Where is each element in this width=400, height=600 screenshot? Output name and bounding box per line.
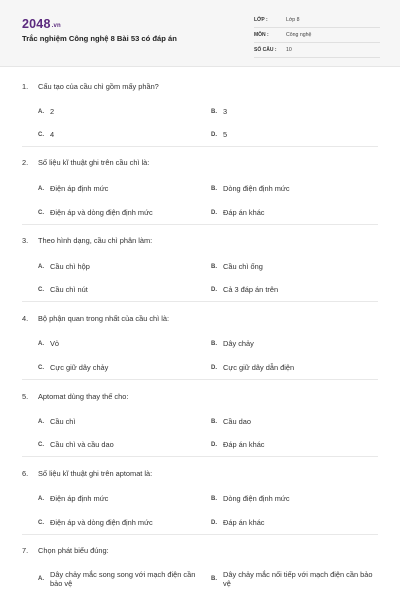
question-stem bbox=[22, 158, 382, 167]
option-letter: A. bbox=[38, 576, 44, 582]
question-stem bbox=[22, 469, 382, 478]
question-text: Bộ phận quan trong nhất của cầu chì là: bbox=[38, 314, 170, 323]
option-a[interactable] bbox=[38, 184, 108, 193]
option-letter: C. bbox=[38, 364, 44, 371]
option-text: 5 bbox=[223, 130, 228, 139]
option-text: Cầu chì hộp bbox=[50, 262, 90, 271]
option-letter: A. bbox=[38, 495, 44, 502]
option-c[interactable] bbox=[38, 518, 153, 527]
option-text: Điện áp và dòng điện định mức bbox=[50, 518, 153, 527]
option-letter: A. bbox=[38, 108, 44, 115]
question-stem bbox=[22, 314, 382, 323]
option-c[interactable] bbox=[38, 363, 108, 372]
meta-row-count bbox=[254, 43, 380, 58]
meta-label: MÔN : bbox=[254, 32, 269, 38]
meta-info bbox=[254, 13, 380, 58]
option-letter: A. bbox=[38, 340, 44, 347]
meta-value: 10 bbox=[286, 47, 292, 53]
option-text: Dây chảy mắc song song với mạch điện cần bảo vệ bbox=[50, 570, 196, 588]
question-text: Số liệu kĩ thuật ghi trên aptomat là: bbox=[38, 469, 153, 478]
question-text: Số liệu kĩ thuật ghi trên cầu chì là: bbox=[38, 158, 150, 167]
option-text: Cầu dao bbox=[223, 417, 251, 426]
option-b[interactable] bbox=[211, 417, 251, 426]
question-stem bbox=[22, 546, 382, 555]
option-text: Dòng điện định mức bbox=[223, 184, 290, 193]
option-letter: B. bbox=[211, 495, 217, 502]
option-text: Điện áp và dòng điện định mức bbox=[50, 208, 153, 217]
option-text: Cầu chì nút bbox=[50, 285, 88, 294]
option-c[interactable] bbox=[38, 285, 88, 294]
option-b[interactable] bbox=[211, 494, 290, 503]
question-number: 1. bbox=[22, 82, 29, 91]
meta-value: Công nghệ bbox=[286, 32, 312, 38]
option-letter: D. bbox=[211, 209, 217, 216]
option-b[interactable] bbox=[211, 339, 254, 348]
question-text: Theo hình dạng, cầu chì phân làm: bbox=[38, 236, 153, 245]
option-letter: D. bbox=[211, 364, 217, 371]
option-a[interactable] bbox=[38, 494, 108, 503]
option-letter: A. bbox=[38, 263, 44, 270]
question-stem bbox=[22, 392, 382, 401]
option-b[interactable] bbox=[211, 262, 263, 271]
divider bbox=[22, 379, 378, 380]
option-text: Đáp án khác bbox=[223, 208, 265, 217]
question-stem bbox=[22, 82, 382, 91]
page-header bbox=[0, 0, 400, 67]
option-text: Cầu chì và cầu dao bbox=[50, 440, 114, 449]
option-letter: B. bbox=[211, 576, 217, 582]
option-d[interactable] bbox=[211, 130, 227, 139]
option-letter: B. bbox=[211, 185, 217, 192]
option-d[interactable] bbox=[211, 363, 294, 372]
option-letter: B. bbox=[211, 418, 217, 425]
logo-brand: 2048 bbox=[22, 17, 51, 31]
question-number: 3. bbox=[22, 236, 29, 245]
question-text: Chọn phát biểu đúng: bbox=[38, 546, 109, 555]
meta-label: SỐ CÂU : bbox=[254, 47, 277, 53]
question-6 bbox=[22, 469, 382, 478]
option-text: Cầu chì ống bbox=[223, 262, 263, 271]
option-d[interactable] bbox=[211, 208, 265, 217]
option-a[interactable] bbox=[38, 339, 59, 348]
option-a[interactable] bbox=[38, 570, 198, 588]
option-b[interactable] bbox=[211, 570, 376, 588]
option-text: Đáp án khác bbox=[223, 518, 265, 527]
option-letter: A. bbox=[38, 185, 44, 192]
divider bbox=[22, 534, 378, 535]
option-letter: A. bbox=[38, 418, 44, 425]
option-letter: C. bbox=[38, 209, 44, 216]
option-d[interactable] bbox=[211, 440, 265, 449]
option-c[interactable] bbox=[38, 208, 153, 217]
meta-value: Lớp 8 bbox=[286, 17, 300, 23]
divider bbox=[22, 456, 378, 457]
option-c[interactable] bbox=[38, 440, 114, 449]
option-text: 4 bbox=[50, 130, 55, 139]
option-text: Đáp án khác bbox=[223, 440, 265, 449]
question-number: 4. bbox=[22, 314, 29, 323]
option-text: 2 bbox=[50, 107, 55, 116]
option-text: Dòng điện định mức bbox=[223, 494, 290, 503]
option-letter: B. bbox=[211, 108, 217, 115]
option-a[interactable] bbox=[38, 417, 75, 426]
option-text: Cực giữ dây chảy bbox=[50, 363, 109, 372]
option-text: Cầu chì bbox=[50, 417, 76, 426]
option-a[interactable] bbox=[38, 107, 54, 116]
option-a[interactable] bbox=[38, 262, 90, 271]
divider bbox=[22, 224, 378, 225]
question-text: Cấu tạo của cầu chì gồm mấy phần? bbox=[38, 82, 159, 91]
option-letter: D. bbox=[211, 441, 217, 448]
option-text: Cả 3 đáp án trên bbox=[223, 285, 279, 294]
option-letter: C. bbox=[38, 286, 44, 293]
option-text: Điện áp định mức bbox=[50, 494, 109, 503]
option-text: 3 bbox=[223, 107, 228, 116]
option-text: Điện áp định mức bbox=[50, 184, 109, 193]
divider bbox=[22, 301, 378, 302]
question-3 bbox=[22, 236, 382, 245]
meta-row-class bbox=[254, 13, 380, 28]
question-stem bbox=[22, 236, 382, 245]
option-b[interactable] bbox=[211, 107, 227, 116]
option-letter: D. bbox=[211, 131, 217, 138]
question-7 bbox=[22, 546, 382, 555]
option-letter: D. bbox=[211, 519, 217, 526]
option-d[interactable] bbox=[211, 518, 265, 527]
option-letter: B. bbox=[211, 263, 217, 270]
document-title: Trắc nghiệm Công nghệ 8 Bài 53 có đáp án bbox=[22, 34, 177, 43]
meta-label: LỚP : bbox=[254, 17, 268, 23]
question-text: Aptomat dùng thay thế cho: bbox=[38, 392, 129, 401]
option-text: Vỏ bbox=[50, 339, 60, 348]
option-text: Dây chảy mắc nối tiếp với mạch điện cần bảo vệ bbox=[223, 570, 373, 588]
option-text: Cực giữ dây dẫn điện bbox=[223, 363, 295, 372]
option-letter: B. bbox=[211, 340, 217, 347]
option-letter: C. bbox=[38, 131, 44, 138]
question-number: 2. bbox=[22, 158, 29, 167]
option-letter: C. bbox=[38, 519, 44, 526]
option-b[interactable] bbox=[211, 184, 290, 193]
option-text: Dây chảy bbox=[223, 339, 254, 348]
option-letter: D. bbox=[211, 286, 217, 293]
option-c[interactable] bbox=[38, 130, 54, 139]
question-1 bbox=[22, 82, 382, 91]
question-number: 5. bbox=[22, 392, 29, 401]
divider bbox=[22, 146, 378, 147]
site-logo[interactable] bbox=[22, 17, 61, 31]
option-d[interactable] bbox=[211, 285, 278, 294]
question-5 bbox=[22, 392, 382, 401]
question-4 bbox=[22, 314, 382, 323]
option-letter: C. bbox=[38, 441, 44, 448]
logo-tld: .vn bbox=[51, 23, 61, 29]
meta-row-subject bbox=[254, 28, 380, 43]
question-2 bbox=[22, 158, 382, 167]
question-number: 6. bbox=[22, 469, 29, 478]
question-number: 7. bbox=[22, 546, 29, 555]
